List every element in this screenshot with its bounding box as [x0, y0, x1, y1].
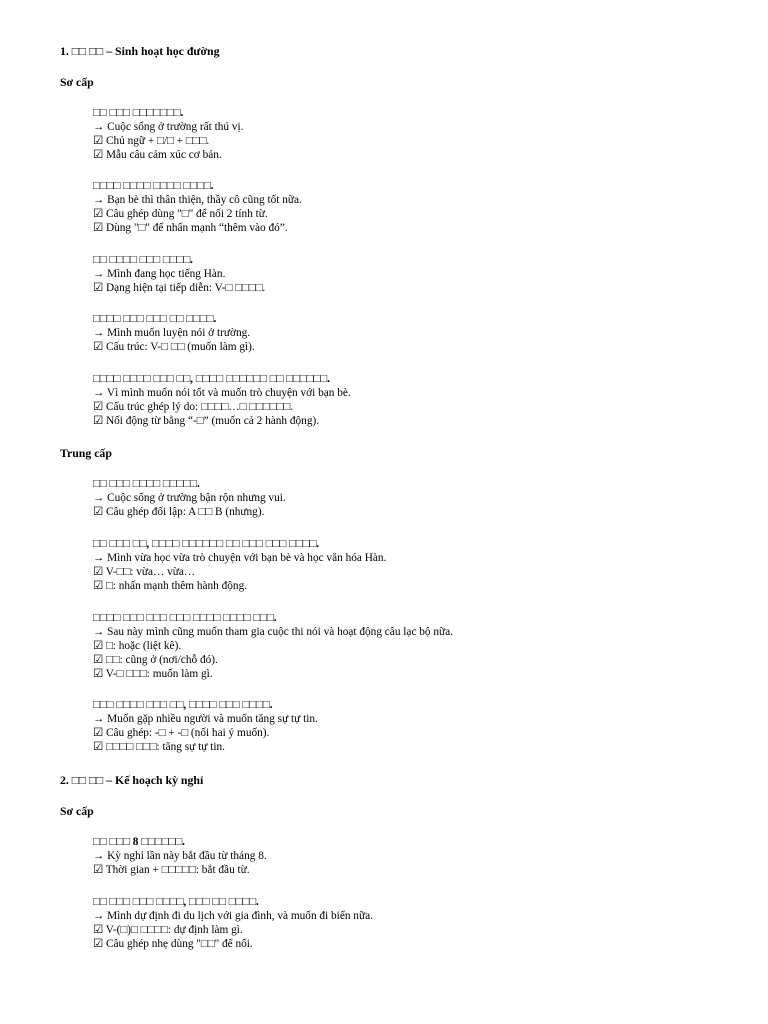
- translation-text: Cuộc sống ở trường bận rộn nhưng vui.: [107, 492, 286, 504]
- translation-line: [93, 326, 250, 340]
- translation-text: Mình vừa học vừa trò chuyện với bạn bè và học văn hóa Hàn.: [107, 552, 387, 564]
- grammar-note: ☑ □□: cũng ở (nơi/chỗ đó).: [93, 654, 218, 666]
- translation-text: Bạn bè thì thân thiện, thầy cô cũng tốt nữa.: [107, 194, 302, 206]
- translation-line: [93, 625, 453, 639]
- translation-line: [93, 712, 318, 726]
- korean-sentence: □□□□ □□□ □□□ □□□ □□□□ □□□□ □□□.: [93, 612, 277, 624]
- korean-sentence: □□□□ □□□ □□□ □□ □□□□.: [93, 313, 217, 325]
- arrow-icon: →: [93, 194, 105, 206]
- arrow-icon: →: [93, 387, 105, 399]
- arrow-icon: →: [93, 268, 105, 280]
- grammar-note: ☑ V-□ □□□: muốn làm gì.: [93, 668, 213, 680]
- grammar-note: ☑ Câu ghép đối lập: A □□ B (nhưng).: [93, 506, 265, 518]
- arrow-icon: →: [93, 910, 105, 922]
- translation-text: Muốn gặp nhiều người và muốn tăng sự tự tin.: [107, 713, 318, 725]
- korean-sentence: □□ □□□ □□□ □□□□, □□□ □□ □□□□.: [93, 896, 259, 908]
- section-title: 1. □□ □□ – Sinh hoạt học đường: [60, 44, 220, 58]
- translation-text: Mình muốn luyện nói ở trường.: [107, 327, 251, 339]
- grammar-note: ☑ □: nhấn mạnh thêm hành động.: [93, 580, 248, 592]
- grammar-note: ☑ Mẫu câu cảm xúc cơ bản.: [93, 149, 222, 161]
- korean-sentence: □□□ □□□□ □□□ □□, □□□□ □□□ □□□□.: [93, 699, 273, 711]
- grammar-note: ☑ Câu ghép nhẹ dùng "□□" để nối.: [93, 938, 253, 950]
- translation-text: Vì mình muốn nói tốt và muốn trò chuyện với bạn bè.: [106, 387, 351, 399]
- grammar-note: ☑ Thời gian + □□□□□: bắt đầu từ.: [93, 864, 250, 876]
- korean-sentence: □□ □□□ 8 □□□□□□.: [93, 836, 186, 848]
- arrow-icon: →: [93, 121, 105, 133]
- translation-text: Sau này mình cũng muốn tham gia cuộc thi nói và hoạt động câu lạc bộ nữa.: [107, 626, 454, 638]
- translation-text: Cuộc sống ở trường rất thú vị.: [107, 121, 244, 133]
- korean-sentence: □□□□ □□□□ □□□□ □□□□.: [93, 180, 214, 192]
- korean-sentence: □□ □□□ □□□□ □□□□□.: [93, 478, 200, 490]
- grammar-note: ☑ □□□□ □□□: tăng sự tự tin.: [93, 741, 225, 753]
- translation-line: [93, 386, 351, 400]
- translation-line: [93, 491, 286, 505]
- arrow-icon: →: [93, 327, 105, 339]
- translation-line: [93, 909, 373, 923]
- grammar-note: ☑ Câu ghép: -□ + -□ (nối hai ý muốn).: [93, 727, 270, 739]
- grammar-note: ☑ Cấu trúc: V-□ □□ (muốn làm gì).: [93, 341, 255, 353]
- korean-sentence: □□ □□□ □□, □□□□ □□□□□□ □□ □□□ □□□ □□□□.: [93, 538, 320, 550]
- arrow-icon: →: [93, 492, 105, 504]
- translation-line: [93, 849, 267, 863]
- grammar-note: ☑ Cấu trúc ghép lý do: □□□□…□ □□□□□□.: [93, 401, 294, 413]
- grammar-note: ☑ Dạng hiện tại tiếp diễn: V-□ □□□□.: [93, 282, 266, 294]
- grammar-note: ☑ Chủ ngữ + □/□ + □□□.: [93, 135, 210, 147]
- arrow-icon: →: [93, 626, 105, 638]
- translation-text: Mình đang học tiếng Hàn.: [107, 268, 226, 280]
- grammar-note: ☑ V-(□)□ □□□□: dự định làm gì.: [93, 924, 243, 936]
- translation-text: Kỳ nghỉ lần này bắt đầu từ tháng 8.: [107, 850, 267, 862]
- section-title: 2. □□ □□ – Kế hoạch kỳ nghỉ: [60, 773, 204, 787]
- grammar-note: ☑ Nối động từ bằng “-□” (muốn cả 2 hành động).: [93, 415, 320, 427]
- grammar-note: ☑ V-□□: vừa… vừa…: [93, 566, 196, 578]
- translation-text: Mình dự định đi du lịch với gia đình, và muốn đi biển nữa.: [107, 910, 373, 922]
- korean-sentence: □□□□ □□□□ □□□ □□, □□□□ □□□□□□ □□ □□□□□□.: [93, 373, 330, 385]
- grammar-note: ☑ Dùng "□" để nhấn mạnh “thêm vào đó”.: [93, 222, 288, 234]
- level-heading: Trung cấp: [60, 446, 112, 460]
- arrow-icon: →: [93, 713, 105, 725]
- arrow-icon: →: [93, 850, 105, 862]
- korean-sentence: □□ □□□□ □□□ □□□□.: [93, 254, 194, 266]
- grammar-note: ☑ □: hoặc (liệt kê).: [93, 640, 182, 652]
- translation-line: [93, 551, 386, 565]
- translation-line: [93, 120, 244, 134]
- korean-sentence: □□ □□□ □□□□□□□.: [93, 107, 184, 119]
- translation-line: [93, 267, 225, 281]
- level-heading: Sơ cấp: [60, 75, 94, 89]
- translation-line: [93, 193, 302, 207]
- arrow-icon: →: [93, 552, 105, 564]
- level-heading: Sơ cấp: [60, 804, 94, 818]
- grammar-note: ☑ Câu ghép dùng "□" để nối 2 tính từ.: [93, 208, 268, 220]
